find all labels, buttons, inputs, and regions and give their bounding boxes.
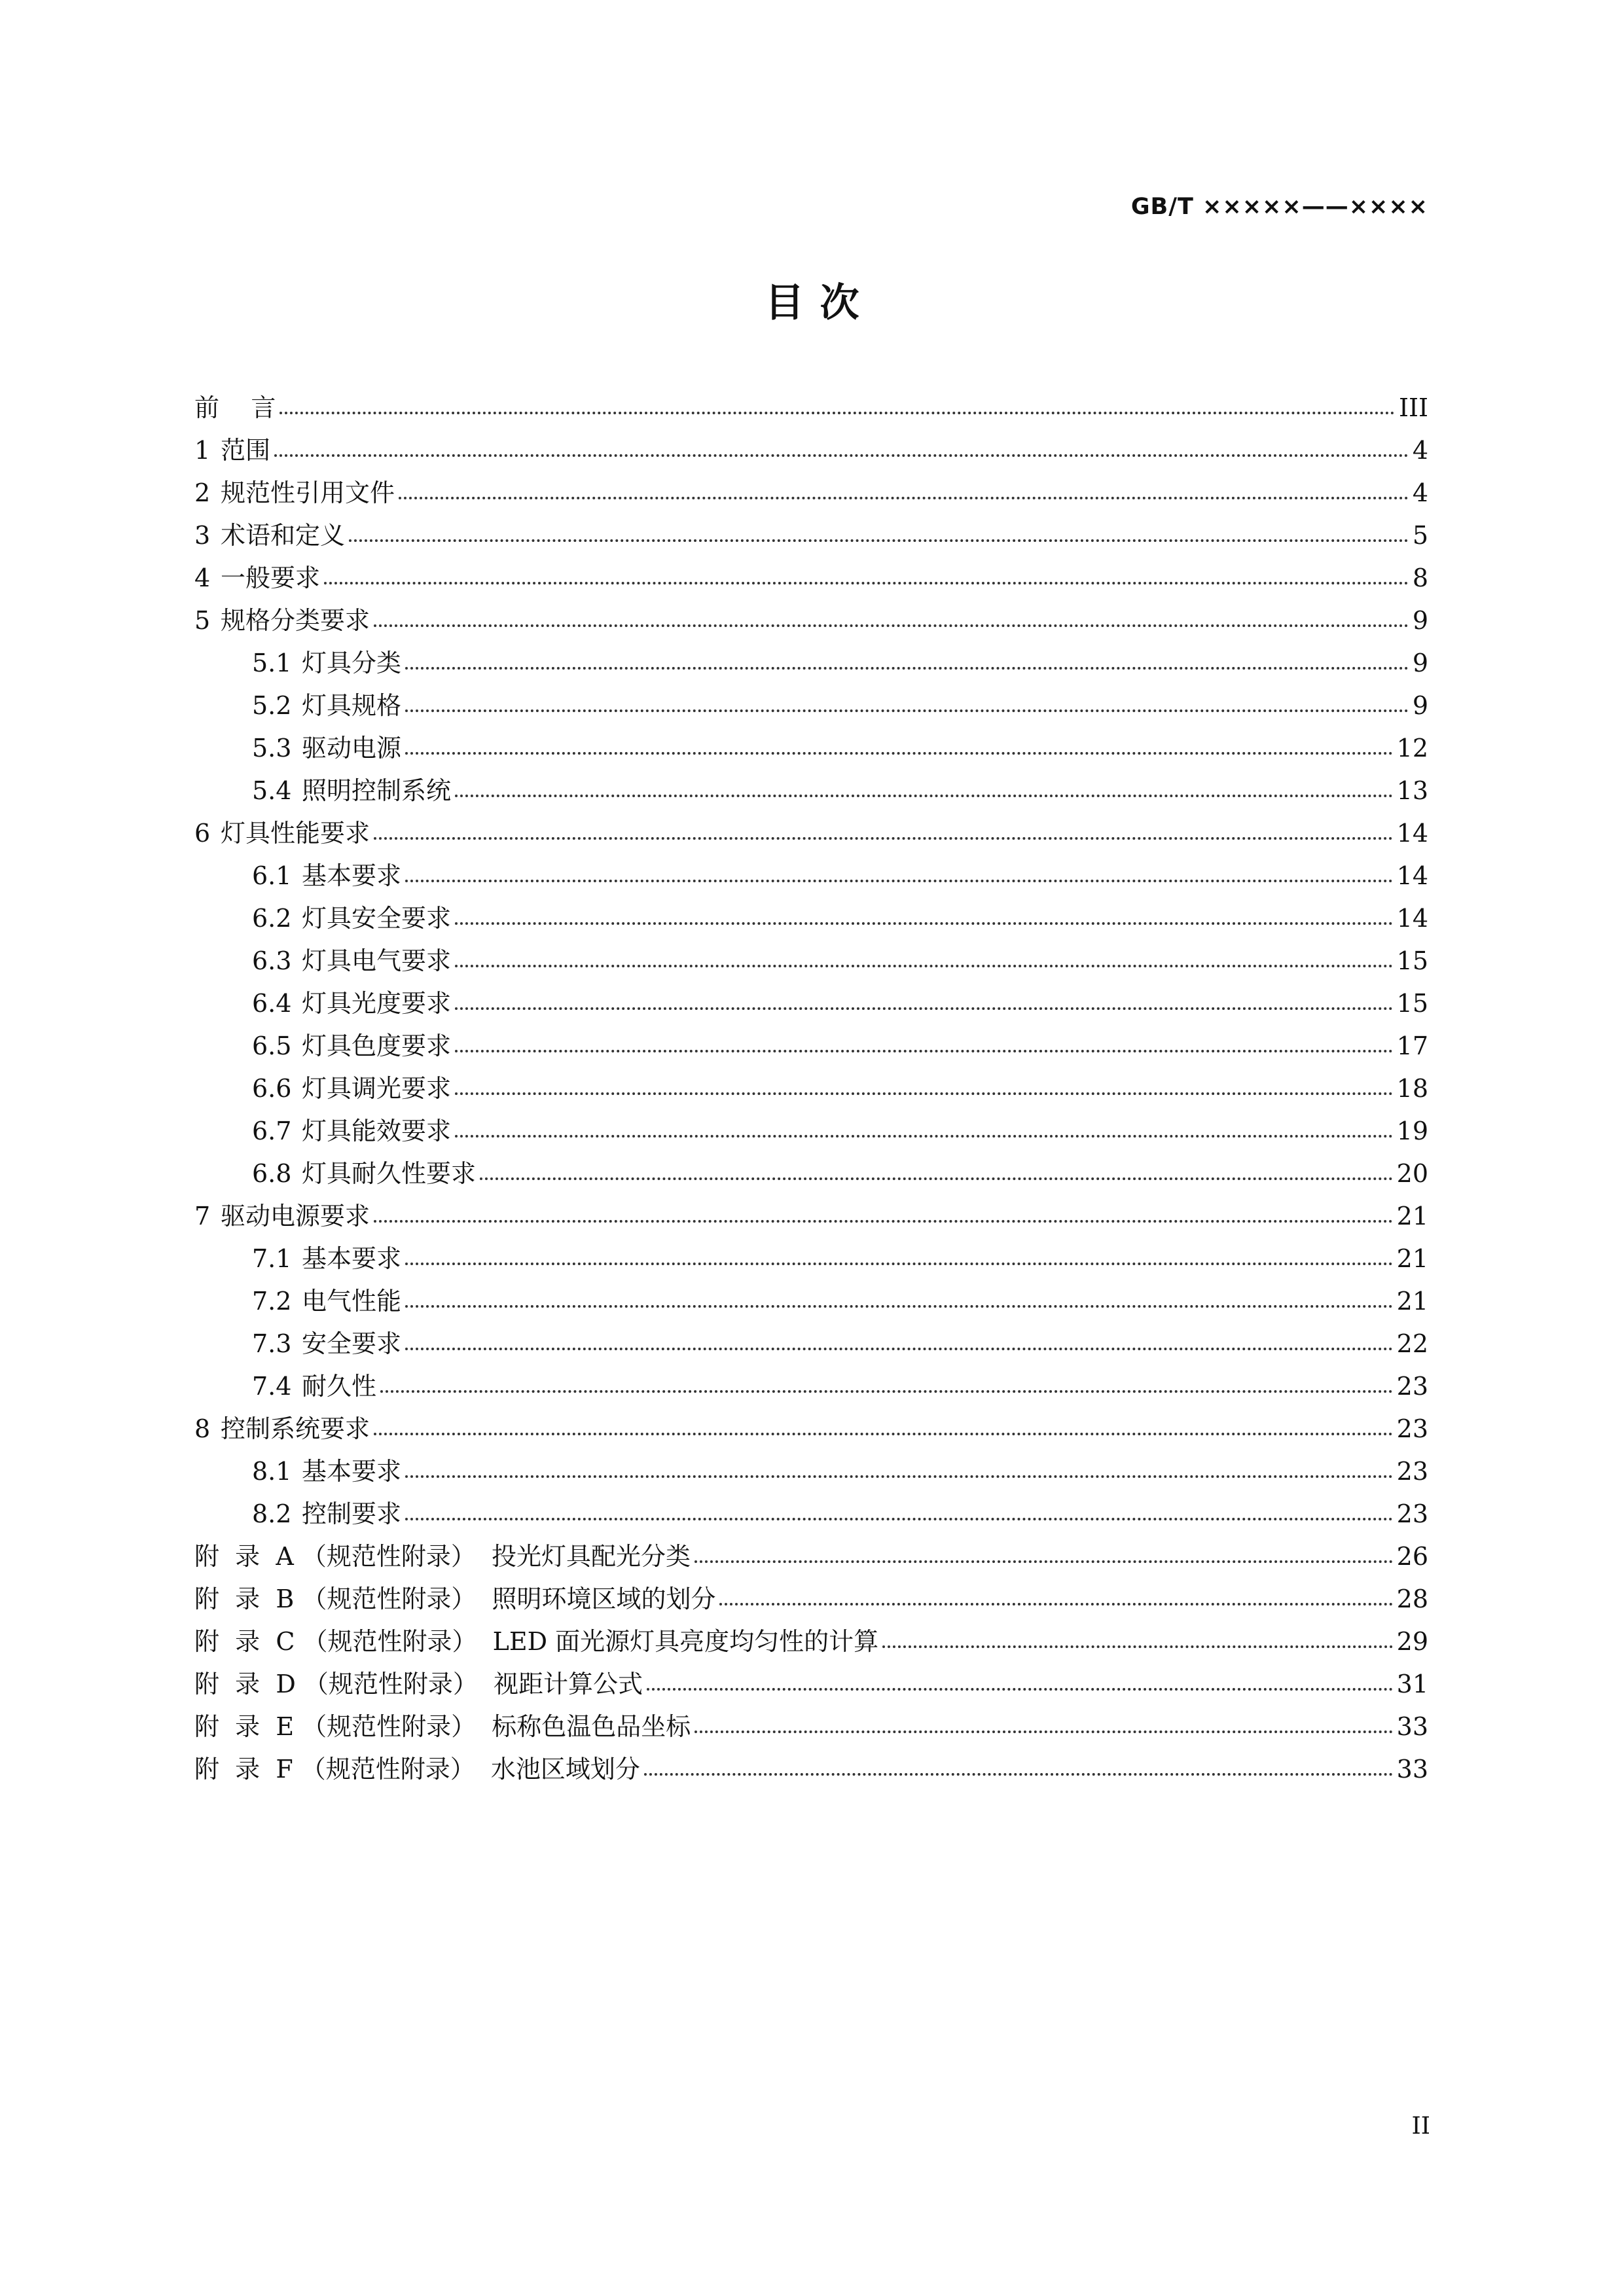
toc-entry-number: 6.5 <box>252 1031 292 1060</box>
toc-entry-number: 5.2 <box>252 691 292 720</box>
dot-leader <box>695 1560 1393 1563</box>
toc-entry-label <box>194 1408 370 1450</box>
toc-entry-number: 4 <box>194 564 211 592</box>
dot-leader <box>405 1263 1393 1265</box>
toc-entry[interactable] <box>194 1535 1428 1578</box>
toc-entry-label <box>252 685 401 727</box>
toc-entry-page: 12 <box>1396 734 1428 762</box>
toc-entry-title: 基本要求 <box>302 1244 402 1273</box>
toc-entry-label <box>194 472 395 514</box>
toc-entry-number: 1 <box>194 436 211 465</box>
toc-entry-title: 附 录 D （规范性附录） 视距计算公式 <box>194 1670 643 1698</box>
toc-entry-label <box>252 1025 451 1067</box>
toc-entry-title: 灯具能效要求 <box>302 1117 452 1145</box>
toc-entry-page: 21 <box>1396 1244 1428 1273</box>
toc-entry-number: 6.7 <box>252 1117 292 1145</box>
toc-entry[interactable] <box>194 514 1428 557</box>
toc-entry-page: 23 <box>1396 1499 1428 1528</box>
toc-entry[interactable] <box>194 897 1428 940</box>
toc-entry-label <box>252 897 451 940</box>
toc-entry-number: 8 <box>194 1414 211 1443</box>
dot-leader <box>405 1348 1393 1350</box>
toc-entry-label <box>252 1280 401 1323</box>
toc-entry[interactable] <box>194 685 1428 727</box>
toc-entry-label <box>194 1706 691 1748</box>
dot-leader <box>455 922 1393 925</box>
toc-entry-label <box>194 1621 878 1663</box>
dot-leader <box>455 965 1393 967</box>
toc-entry-number: 8.2 <box>252 1499 292 1528</box>
toc-entry-page: 20 <box>1396 1159 1428 1188</box>
toc-entry-label <box>194 1535 691 1578</box>
toc-entry-title: 灯具电气要求 <box>302 946 452 975</box>
toc-entry-label <box>252 1323 401 1365</box>
dot-leader <box>405 1475 1393 1478</box>
dot-leader <box>405 752 1393 755</box>
toc-entry-title: 前 言 <box>194 393 276 422</box>
dot-leader <box>324 582 1409 584</box>
toc-entry-title: 电气性能 <box>302 1287 402 1316</box>
toc-entry-title: 灯具安全要求 <box>302 904 452 933</box>
toc-entry-title: 驱动电源要求 <box>221 1202 370 1230</box>
toc-entry-title: 范围 <box>221 436 271 465</box>
dot-leader <box>719 1603 1392 1605</box>
toc-entry-title: 灯具性能要求 <box>221 819 370 848</box>
toc-entry-title: 灯具调光要求 <box>302 1074 452 1103</box>
toc-entry-page: III <box>1398 393 1428 422</box>
toc-entry-page: 8 <box>1412 564 1428 592</box>
toc-entry[interactable] <box>194 1280 1428 1323</box>
toc-entry-label <box>252 855 401 897</box>
toc-entry[interactable] <box>194 1493 1428 1535</box>
toc-entry-page: 14 <box>1396 819 1428 848</box>
toc-entry[interactable] <box>194 982 1428 1025</box>
toc-entry-page: 4 <box>1412 478 1428 507</box>
toc-entry[interactable] <box>194 472 1428 514</box>
toc-entry-number: 6.1 <box>252 861 292 890</box>
toc-entry-page: 23 <box>1396 1457 1428 1486</box>
toc-entry-title: 灯具色度要求 <box>302 1031 452 1060</box>
toc-entry[interactable] <box>194 1153 1428 1195</box>
toc-entry-title: 附 录 C （规范性附录） LED 面光源灯具亮度均匀性的计算 <box>194 1627 879 1656</box>
dot-leader <box>882 1645 1392 1648</box>
toc-entry-page: 14 <box>1396 904 1428 933</box>
toc-entry-title: 附 录 F （规范性附录） 水池区域划分 <box>194 1755 640 1784</box>
toc-entry-page: 9 <box>1412 691 1428 720</box>
toc-entry-page: 28 <box>1396 1585 1428 1613</box>
toc-entry-label <box>194 514 345 557</box>
toc-entry-label <box>252 642 401 685</box>
dot-leader <box>647 1688 1393 1691</box>
toc-entry[interactable] <box>194 812 1428 855</box>
toc-entry[interactable] <box>194 770 1428 812</box>
toc-entry[interactable] <box>194 1748 1428 1791</box>
toc-entry-title: 基本要求 <box>302 1457 402 1486</box>
toc-entry-label <box>252 1110 451 1153</box>
toc-entry-label <box>194 1578 715 1621</box>
toc-entry-page: 13 <box>1396 776 1428 805</box>
dot-leader <box>405 1518 1393 1520</box>
toc-entry-title: 灯具规格 <box>302 691 402 720</box>
dot-leader <box>405 880 1393 882</box>
toc-entry-title: 规范性引用文件 <box>221 478 395 507</box>
dot-leader <box>455 1007 1393 1010</box>
toc-entry-page: 22 <box>1396 1329 1428 1358</box>
toc-entry-title: 灯具分类 <box>302 649 402 677</box>
dot-leader <box>455 1135 1393 1138</box>
toc-entry[interactable] <box>194 387 1428 429</box>
toc-entry-page: 29 <box>1396 1627 1428 1656</box>
toc-entry-page: 23 <box>1396 1372 1428 1401</box>
toc-entry-label <box>252 1067 451 1110</box>
toc-entry-page: 15 <box>1396 989 1428 1018</box>
toc-entry-number: 2 <box>194 478 211 507</box>
toc-entry-page: 14 <box>1396 861 1428 890</box>
toc-entry-page: 33 <box>1396 1712 1428 1741</box>
toc-entry-label <box>252 770 451 812</box>
toc-entry-number: 6.8 <box>252 1159 292 1188</box>
toc-entry-number: 5.3 <box>252 734 292 762</box>
toc-entry[interactable] <box>194 1365 1428 1408</box>
page-number: II <box>1411 2113 1430 2140</box>
toc-entry-number: 6.4 <box>252 989 292 1018</box>
toc-entry-page: 21 <box>1396 1287 1428 1316</box>
toc-entry-page: 9 <box>1412 606 1428 635</box>
toc-entry[interactable] <box>194 1621 1428 1663</box>
dot-leader <box>405 709 1409 712</box>
toc-entry-label <box>194 387 276 429</box>
toc-entry-label <box>252 982 451 1025</box>
toc-entry-title: 照明控制系统 <box>302 776 452 805</box>
toc-entry[interactable] <box>194 1450 1428 1493</box>
toc-entry-label <box>194 1748 640 1791</box>
toc-entry-label <box>252 727 401 770</box>
toc-entry-title: 耐久性 <box>302 1372 377 1401</box>
toc-entry-page: 26 <box>1396 1542 1428 1571</box>
toc-entry-number: 6 <box>194 819 211 848</box>
dot-leader <box>374 624 1409 627</box>
toc-entry-label <box>194 429 270 472</box>
toc-entry-number: 6.3 <box>252 946 292 975</box>
toc-entry[interactable] <box>194 1663 1428 1706</box>
toc-entry-page: 4 <box>1412 436 1428 465</box>
dot-leader <box>399 497 1409 499</box>
toc-entry-number: 7.3 <box>252 1329 292 1358</box>
toc-entry[interactable] <box>194 429 1428 472</box>
dot-leader <box>695 1731 1392 1733</box>
toc-entry-title: 控制要求 <box>302 1499 402 1528</box>
toc-entry-page: 9 <box>1412 649 1428 677</box>
toc-entry-number: 6.2 <box>252 904 292 933</box>
toc-entry-number: 7.1 <box>252 1244 292 1273</box>
toc-entry[interactable] <box>194 727 1428 770</box>
toc-entry-label <box>252 1238 401 1280</box>
toc-entry[interactable] <box>194 1195 1428 1238</box>
toc-entry-label <box>252 1450 401 1493</box>
toc-entry-page: 17 <box>1396 1031 1428 1060</box>
toc-entry-label <box>252 1493 401 1535</box>
toc-entry-number: 5.4 <box>252 776 292 805</box>
toc-entry[interactable] <box>194 1706 1428 1748</box>
toc-entry-title: 灯具光度要求 <box>302 989 452 1018</box>
toc-entry[interactable] <box>194 1025 1428 1067</box>
toc-entry[interactable] <box>194 1578 1428 1621</box>
dot-leader <box>455 1092 1393 1095</box>
toc-entry[interactable] <box>194 1110 1428 1153</box>
dot-leader <box>380 1390 1393 1393</box>
toc-entry-title: 控制系统要求 <box>221 1414 370 1443</box>
dot-leader <box>455 795 1393 797</box>
toc-entry-title: 灯具耐久性要求 <box>302 1159 477 1188</box>
dot-leader <box>349 539 1409 542</box>
table-of-contents <box>194 387 1428 1791</box>
toc-entry[interactable] <box>194 1408 1428 1450</box>
toc-entry-title: 驱动电源 <box>302 734 402 762</box>
toc-entry-title: 附 录 E （规范性附录） 标称色温色品坐标 <box>194 1712 691 1741</box>
toc-entry-label <box>194 812 370 855</box>
toc-entry-number: 5 <box>194 606 211 635</box>
toc-entry-number: 7.2 <box>252 1287 292 1316</box>
toc-entry-label <box>252 940 451 982</box>
toc-entry-number: 3 <box>194 521 211 550</box>
dot-leader <box>455 1050 1393 1052</box>
toc-entry-number: 8.1 <box>252 1457 292 1486</box>
standard-code: GB/T ×××××——×××× <box>1130 194 1428 220</box>
toc-entry-number: 7 <box>194 1202 211 1230</box>
toc-entry[interactable] <box>194 1238 1428 1280</box>
toc-entry-page: 19 <box>1396 1117 1428 1145</box>
toc-entry-page: 15 <box>1396 946 1428 975</box>
dot-leader <box>274 454 1409 457</box>
toc-entry-number: 5.1 <box>252 649 292 677</box>
dot-leader <box>374 1433 1393 1435</box>
toc-entry-label <box>194 1663 643 1706</box>
toc-entry[interactable] <box>194 940 1428 982</box>
toc-entry[interactable] <box>194 1067 1428 1110</box>
page-title: 目次 <box>765 280 875 326</box>
toc-entry[interactable] <box>194 600 1428 642</box>
toc-entry-label <box>194 1195 370 1238</box>
dot-leader <box>405 667 1409 670</box>
toc-entry-title: 基本要求 <box>302 861 402 890</box>
toc-entry-title: 术语和定义 <box>221 521 346 550</box>
toc-entry-label <box>252 1153 476 1195</box>
toc-entry-number: 6.6 <box>252 1074 292 1103</box>
dot-leader <box>374 837 1393 840</box>
dot-leader <box>280 412 1395 414</box>
toc-entry-number: 7.4 <box>252 1372 292 1401</box>
dot-leader <box>405 1305 1393 1308</box>
toc-entry[interactable] <box>194 1323 1428 1365</box>
toc-entry-page: 31 <box>1396 1670 1428 1698</box>
toc-entry-page: 18 <box>1396 1074 1428 1103</box>
toc-entry-page: 33 <box>1396 1755 1428 1784</box>
toc-entry[interactable] <box>194 642 1428 685</box>
toc-entry-title: 附 录 A （规范性附录） 投光灯具配光分类 <box>194 1542 691 1571</box>
toc-entry-page: 23 <box>1396 1414 1428 1443</box>
toc-entry-label <box>194 557 320 600</box>
toc-entry-title: 附 录 B （规范性附录） 照明环境区域的划分 <box>194 1585 716 1613</box>
toc-entry-label <box>252 1365 376 1408</box>
toc-entry-page: 21 <box>1396 1202 1428 1230</box>
toc-entry[interactable] <box>194 855 1428 897</box>
toc-entry-title: 规格分类要求 <box>221 606 370 635</box>
toc-entry-title: 一般要求 <box>221 564 321 592</box>
toc-entry-label <box>194 600 370 642</box>
dot-leader <box>374 1220 1393 1223</box>
toc-entry-title: 安全要求 <box>302 1329 402 1358</box>
dot-leader <box>480 1177 1393 1180</box>
toc-entry-page: 5 <box>1412 521 1428 550</box>
dot-leader <box>644 1773 1393 1776</box>
toc-entry[interactable] <box>194 557 1428 600</box>
